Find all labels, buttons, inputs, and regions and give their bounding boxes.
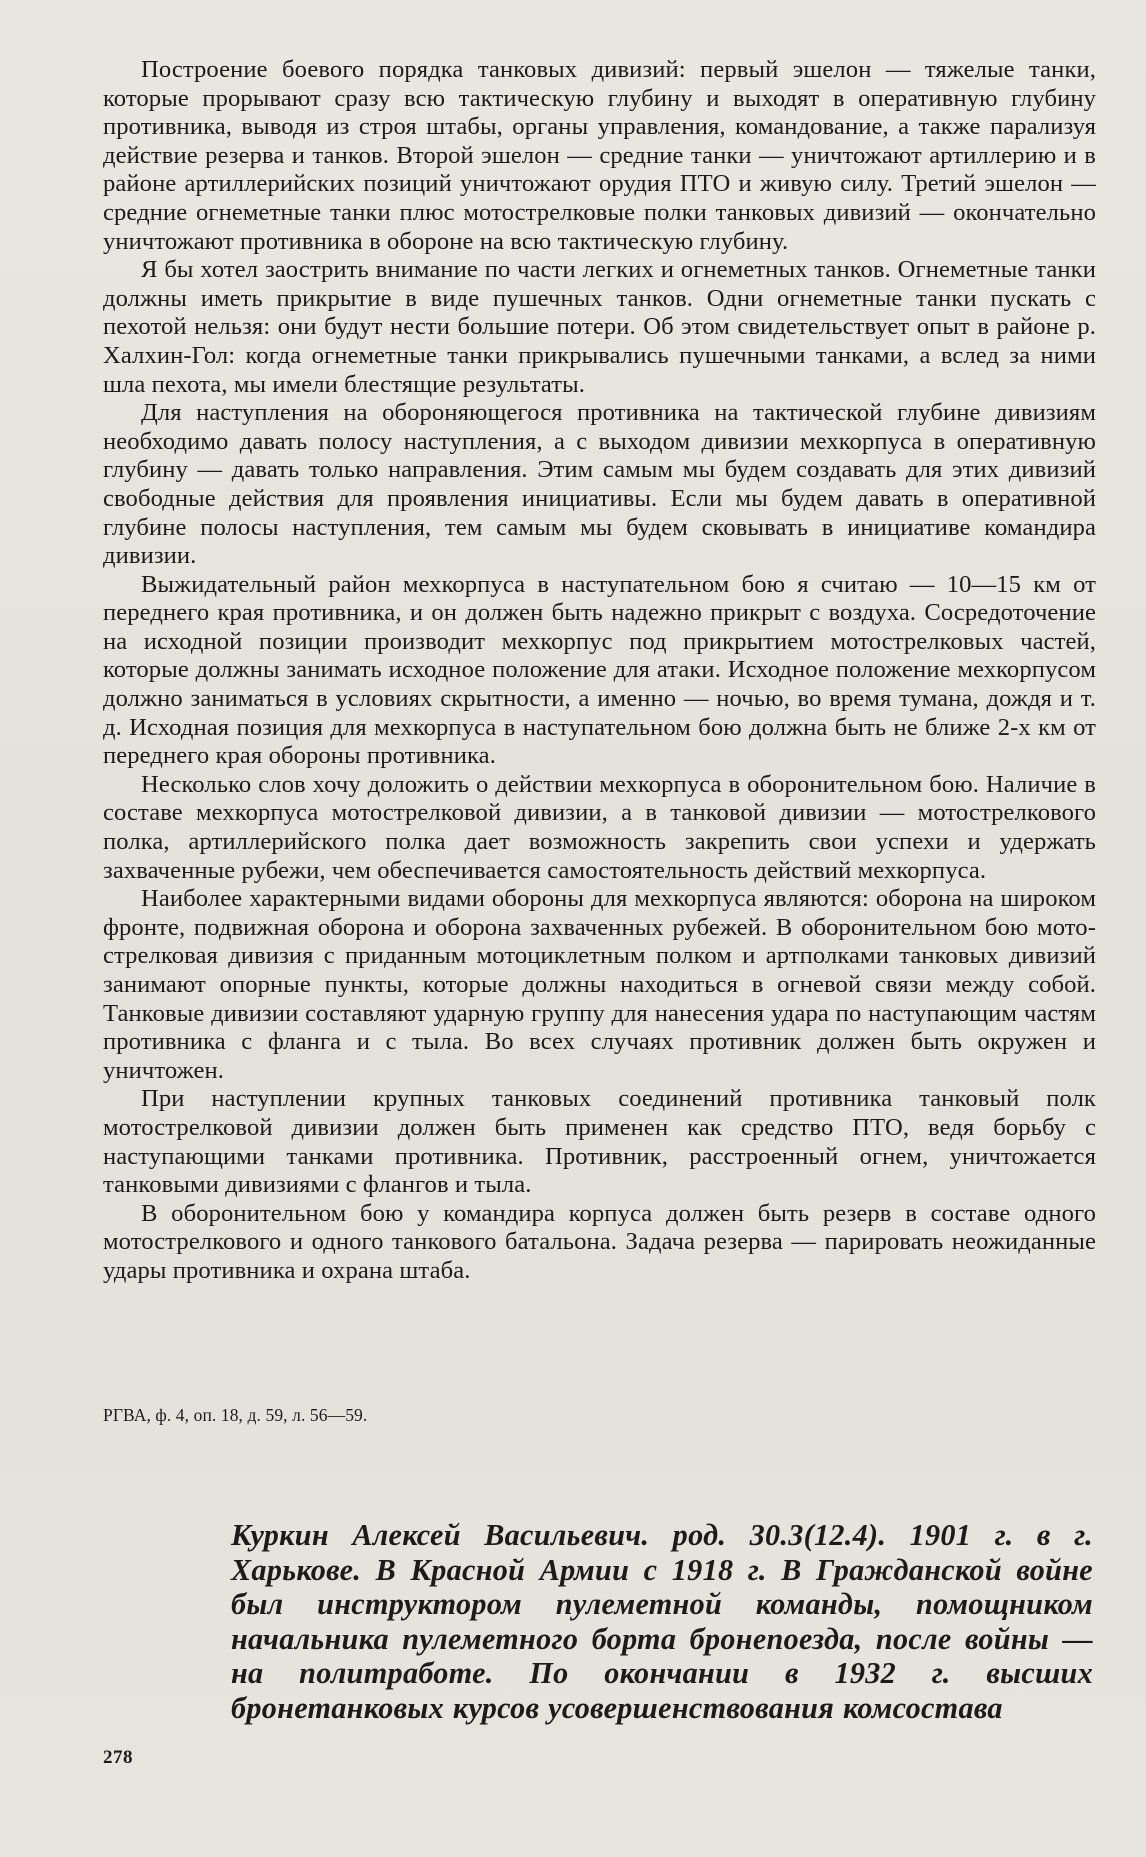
- archive-source-reference: РГВА, ф. 4, оп. 18, д. 59, л. 56—59.: [103, 1405, 368, 1425]
- biography-entry: Куркин Алексей Васильевич. род. 30.3(12.4). 1901 г. в г. Харькове. В Красной Армии с 1918 г. В Гражданской войне был инструктором пулеметной команды, помощником начальника пулеметного борта бронепоезда, после войны — на политработе. По окончании в 1932 г. высших бронетанковых курсов усовершенствования комсостава: [231, 1518, 1093, 1725]
- paragraph-7: При наступлении крупных танковых соединений противника танковый полк мотострелковой дивизии должен быть применен как средство ПТО, ведя борьбу с наступающими танками противника. Противник, расстроенный огнем, уничтожается танковыми дивизиями с флангов и тыла.: [103, 1085, 1096, 1199]
- page-number: 278: [103, 1747, 133, 1768]
- paragraph-2: Я бы хотел заострить внимание по части легких и огнеметных танков. Огнеметные танки должны иметь прикрытие в виде пушечных танков. Одни огнеметные танки пускать с пехотой нельзя: они будут нести большие потери. Об этом свидетельствует опыт в районе р. Халхин-Гол: когда огнеметные танки прикрывались пушечными танками, а вслед за ними шла пехота, мы имели блестящие результаты.: [103, 256, 1096, 398]
- paragraph-4: Выжидательный район мехкорпуса в наступательном бою я считаю — 10—15 км от переднего края противника, и он должен быть надежно прикрыт с воздуха. Сосредоточение на исходной позиции производит мехкорпус под прикрытием мотострелковых частей, которые должны занимать исходное положение для атаки. Исходное положение мехкорпусом должно заниматься в условиях скрытности, а именно — ночью, во время тумана, дождя и т. д. Исходная позиция для мехкорпуса в наступательном бою должна быть не ближе 2-х км от переднего края обороны противника.: [103, 570, 1096, 770]
- paragraph-8: В оборонительном бою у командира корпуса должен быть резерв в составе одного мотострелкового и одного танкового батальона. Задача резерва — парировать неожиданные удары противника и охрана штаба.: [103, 1199, 1096, 1284]
- paragraph-6: Наиболее характерными видами обороны для мехкорпуса являются: оборона на широком фронте, подвижная оборона и оборона захваченных рубежей. В оборонительном бою мото-стрелковая дивизия с приданным мотоциклетным полком и артполками танковых дивизий занимают опорные пункты, которые должны находиться в огневой связи между собой. Танковые дивизии составляют ударную группу для нанесения удара по наступающим частям противника с фланга и с тыла. Во всех случаях противник должен быть окружен и уничтожен.: [103, 885, 1096, 1084]
- main-text: [103, 56, 1096, 1286]
- paragraph-3: Для наступления на обороняющегося противника на тактической глубине дивизиям необходимо давать полосу наступления, а с выходом дивизии мехкорпуса в оперативную глубину — давать только направления. Этим самым мы будем создавать для этих дивизий свободные действия для проявления инициативы. Если мы будем давать в оперативной глубине полосы наступления, тем самым мы будем сковывать в инициативе командира дивизии.: [103, 399, 1096, 570]
- paragraph-5: Несколько слов хочу доложить о действии мехкорпуса в оборонительном бою. Наличие в составе мехкорпуса мотострелковой дивизии, а в танковой дивизии — мотострелкового полка, артиллерийского полка дает возможность закрепить свои успехи и удержать захваченные рубежи, чем обеспечивается самостоятельность действий мехкорпуса.: [103, 770, 1096, 884]
- paragraph-1: Построение боевого порядка танковых дивизий: первый эшелон — тяжелые танки, которые прорывают сразу всю тактическую глубину и выходят в оперативную глубину противника, выводя из строя штабы, органы управления, командование, а также парализуя действие резерва и танков. Второй эшелон — средние танки — уничтожают артиллерию и в районе артиллерийских позиций уничтожают орудия ПТО и живую силу. Третий эшелон — средние огнеметные танки плюс мотострелковые полки танковых дивизий — окончательно уничтожают противника в обороне на всю тактическую глубину.: [103, 56, 1096, 255]
